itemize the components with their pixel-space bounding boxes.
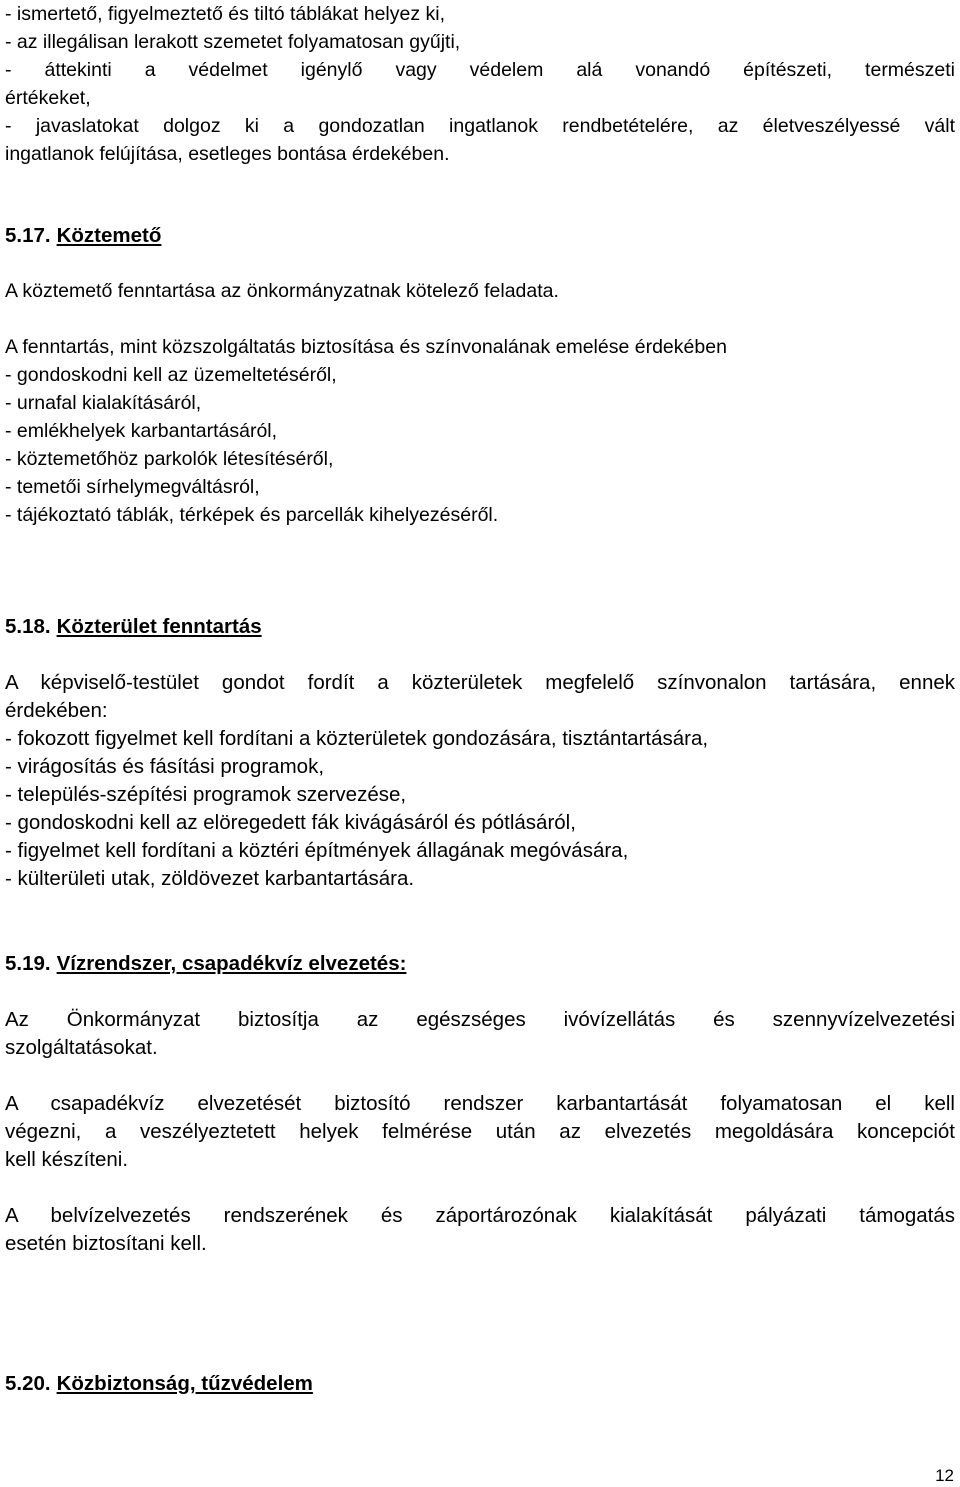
section-intro: A köztemető fenntartása az önkormányzatnak kötelező feladata. [5,280,559,302]
list-item: - tájékoztató táblák, térképek és parcellák kihelyezéséről. [5,504,499,526]
list-item: - fokozott figyelmet kell fordítani a közterületek gondozására, tisztántartására, [5,727,709,750]
section-lead-continuation: érdekében: [5,699,108,722]
section-heading [5,1370,955,1398]
page-number: 12 [935,1466,954,1485]
section-heading [5,613,955,641]
list-item-continuation: értékeket, [5,87,91,109]
section-lead: A képviselő-testület gondot fordít a közterületek megfelelő színvonalon tartására, ennek [5,671,955,694]
section-number: 5.19. [5,952,51,975]
list-item: - köztemetőhöz parkolók létesítéséről, [5,448,334,470]
list-item: - ismertető, figyelmeztető és tiltó táblákat helyez ki, [5,3,446,25]
list-item-continuation: ingatlanok felújítása, esetleges bontása érdekében. [5,143,450,165]
list-item: - javaslatokat dolgoz ki a gondozatlan ingatlanok rendbetételére, az életveszélyessé vált [5,115,955,137]
section-lead: A fenntartás, mint közszolgáltatás biztosítása és színvonalának emelése érdekében [5,336,727,358]
list-item: - az illegálisan lerakott szemetet folyamatosan gyűjti, [5,31,461,53]
section-title: Köztemető [56,224,162,247]
section-number: 5.18. [5,615,51,638]
list-item: - urnafal kialakításáról, [5,392,202,414]
list-item: - gondoskodni kell az üzemeltetéséről, [5,364,337,386]
paragraph-line: esetén biztosítani kell. [5,1232,207,1255]
list-item: - gondoskodni kell az elöregedett fák kivágásáról és pótlásáról, [5,811,576,834]
list-item: - település-szépítési programok szervezése, [5,783,407,806]
section-title: Közbiztonság, tűzvédelem [56,1372,313,1395]
list-item: - áttekinti a védelmet igénylő vagy védelem alá vonandó építészeti, természeti [5,59,955,81]
list-item: - temetői sírhelymegváltásról, [5,476,260,498]
section-title: Vízrendszer, csapadékvíz elvezetés: [56,952,407,975]
list-item: - figyelmet kell fordítani a köztéri építmények állagának megóvására, [5,839,629,862]
paragraph-line: kell készíteni. [5,1148,129,1171]
section-heading [5,950,955,978]
section-number: 5.20. [5,1372,51,1395]
paragraph-line: végezni, a veszélyeztetett helyek felmérése után az elvezetés megoldására koncepciót [5,1120,955,1143]
paragraph-line: Az Önkormányzat biztosítja az egészséges ivóvízellátás és szennyvízelvezetési [5,1008,955,1031]
list-item: - külterületi utak, zöldövezet karbantartására. [5,867,415,890]
section-title: Közterület fenntartás [56,615,262,638]
list-item: - emlékhelyek karbantartásáról, [5,420,278,442]
section-number: 5.17. [5,224,51,247]
paragraph-line: A csapadékvíz elvezetését biztosító rendszer karbantartását folyamatosan el kell [5,1092,955,1115]
paragraph-line: szolgáltatásokat. [5,1036,158,1059]
paragraph-line: A belvízelvezetés rendszerének és záportározónak kialakítását pályázati támogatás [5,1204,955,1227]
list-item: - virágosítás és fásítási programok, [5,755,325,778]
section-heading [5,222,955,250]
